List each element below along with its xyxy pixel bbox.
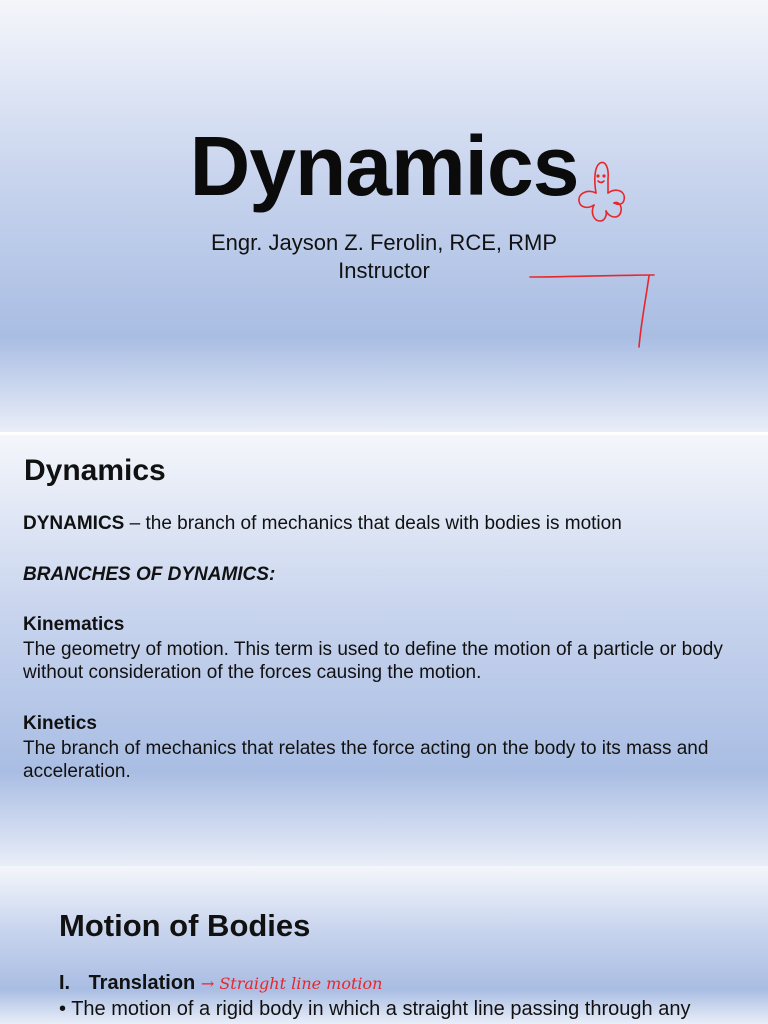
- handwritten-doodle: [570, 155, 634, 231]
- section-heading-motion: Motion of Bodies: [59, 908, 311, 943]
- slide-title: Dynamics: [189, 119, 579, 213]
- author-role: Instructor: [338, 258, 430, 283]
- kinematics-heading: Kinematics: [23, 614, 125, 635]
- title-slide: [0, 0, 768, 432]
- definition-term: DYNAMICS: [23, 513, 125, 534]
- handwritten-note: → Straight line motion: [200, 974, 383, 993]
- bullet-text: • The motion of a rigid body in which a straight line passing through any: [59, 998, 691, 1020]
- kinetics-heading: Kinetics: [23, 713, 97, 734]
- kinematics-text: The geometry of motion. This term is used to define the motion of a particle or body without consideration of the forces causing the motion.: [23, 639, 723, 683]
- item-label: Translation: [88, 972, 196, 994]
- definition-paragraph: [23, 512, 746, 535]
- branches-heading: BRANCHES OF DYNAMICS:: [23, 564, 276, 585]
- item-number: I.: [59, 972, 71, 994]
- handwritten-line: [525, 268, 660, 352]
- definition-text: – the branch of mechanics that deals with bodies is motion: [124, 513, 622, 534]
- list-item-translation: [59, 972, 382, 995]
- author-name: Engr. Jayson Z. Ferolin, RCE, RMP: [211, 230, 557, 255]
- kinetics-text: The branch of mechanics that relates the force acting on the body to its mass and acceleration.: [23, 738, 709, 782]
- section-heading-dynamics: Dynamics: [24, 454, 166, 487]
